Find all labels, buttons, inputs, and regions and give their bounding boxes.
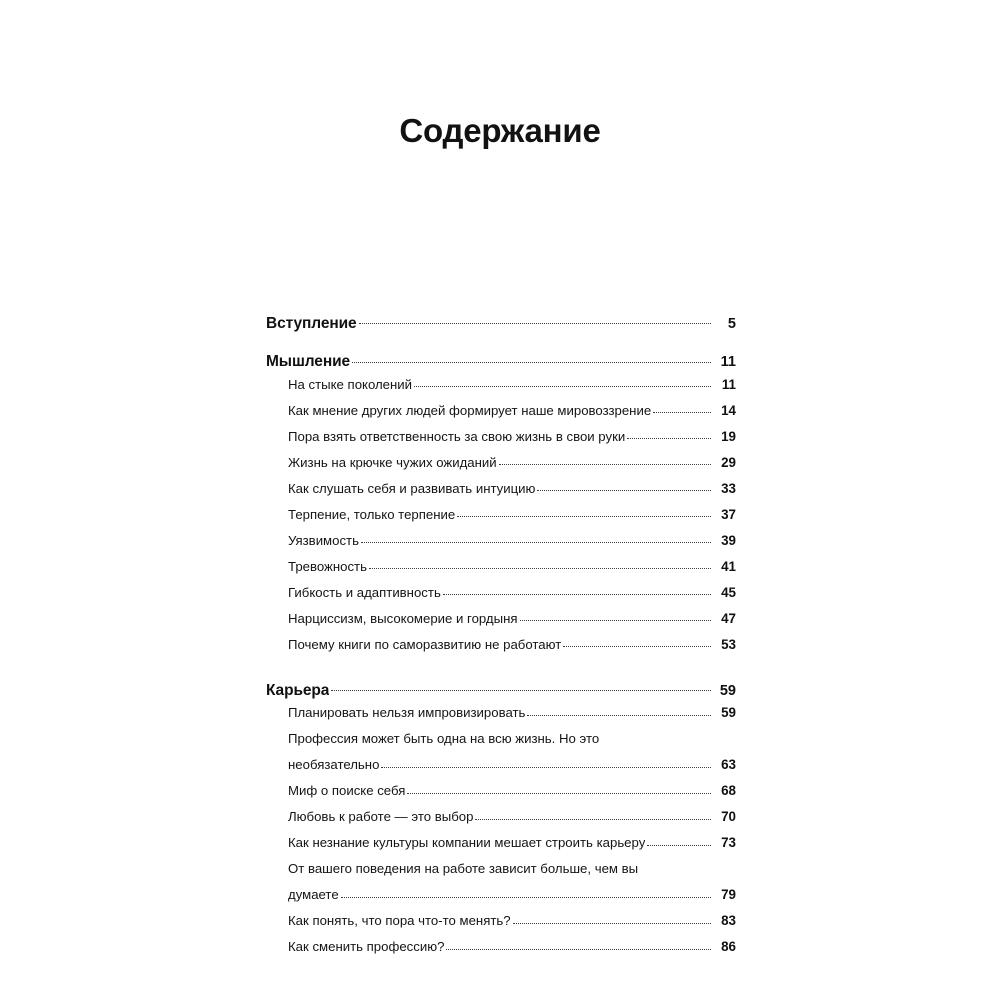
dot-leader (627, 429, 711, 442)
dot-leader (513, 914, 711, 927)
toc-entry[interactable] (288, 397, 736, 423)
dot-leader (520, 611, 711, 624)
toc-entry[interactable] (288, 908, 736, 934)
toc-entry[interactable] (288, 778, 736, 804)
toc-page-number: 83 (721, 913, 736, 928)
toc-entry[interactable] (288, 579, 736, 605)
toc-page-number: 45 (721, 584, 736, 600)
toc-entry-group-karera (288, 700, 736, 960)
dot-leader (414, 377, 711, 390)
toc-entry-label-line1: От вашего поведения на работе зависит больше, чем вы (288, 861, 639, 876)
toc-entry-label: Пора взять ответственность за свою жизнь в свои руки (288, 428, 626, 444)
toc-page-number: 53 (721, 636, 736, 652)
dot-leader (499, 455, 711, 468)
toc-entry-label: Планировать нельзя импровизировать (288, 705, 526, 720)
toc-section-myshlenie[interactable] (266, 351, 736, 372)
toc-page-number: 39 (721, 532, 736, 548)
toc-entry-group-myshlenie (288, 371, 736, 657)
toc-entry[interactable] (288, 449, 736, 475)
toc-section-karera[interactable] (266, 679, 736, 700)
toc-entry-line2 (288, 882, 736, 908)
toc-entry-label: Как понять, что пора что-то менять? (288, 913, 511, 928)
toc-entry-label: Как незнание культуры компании мешает строить карьеру (288, 835, 646, 850)
toc-entry-label: На стыке поколений (288, 376, 413, 392)
toc-page-number: 5 (727, 315, 736, 332)
dot-leader (563, 637, 711, 650)
toc-page-number: 59 (719, 682, 736, 699)
toc-section-label: Вступление (266, 314, 357, 332)
toc-entry-label-line1: Профессия может быть одна на всю жизнь. Но это (288, 731, 600, 746)
toc-entry[interactable] (288, 371, 736, 397)
toc-entry-label: Почему книги по саморазвитию не работают (288, 636, 562, 652)
toc-section-intro[interactable] (266, 312, 736, 333)
toc-page-number: 63 (721, 757, 736, 772)
toc-entry[interactable] (288, 726, 736, 778)
toc-entry[interactable] (288, 856, 736, 908)
toc-entry-label: Любовь к работе — это выбор (288, 809, 474, 824)
toc-page-number: 73 (721, 835, 736, 850)
toc-entry-label: Миф о поиске себя (288, 783, 406, 798)
toc-page-number: 59 (721, 705, 736, 720)
toc-entry[interactable] (288, 501, 736, 527)
toc-entry[interactable] (288, 527, 736, 553)
toc-entry[interactable] (288, 804, 736, 830)
toc-page-number: 37 (721, 506, 736, 522)
table-of-contents (266, 312, 736, 960)
toc-entry[interactable] (288, 553, 736, 579)
toc-entry[interactable] (288, 475, 736, 501)
toc-entry[interactable] (288, 631, 736, 657)
toc-page-number: 70 (721, 809, 736, 824)
dot-leader (341, 888, 711, 901)
toc-page-number: 41 (721, 558, 736, 574)
toc-section-label: Мышление (266, 353, 351, 370)
dot-leader (537, 481, 711, 494)
dot-leader (653, 403, 711, 416)
toc-page-number: 19 (721, 428, 736, 444)
dot-leader (647, 836, 711, 849)
toc-page-number: 14 (721, 402, 736, 418)
dot-leader (359, 312, 711, 328)
toc-entry-line2 (288, 752, 736, 778)
dot-leader (369, 559, 711, 572)
dot-leader (475, 810, 711, 823)
dot-leader (381, 758, 711, 771)
toc-entry-label: Уязвимость (288, 532, 359, 548)
toc-entry-label: Как мнение других людей формирует наше мировоззрение (288, 402, 652, 418)
toc-section-label: Карьера (266, 681, 330, 699)
toc-page-number: 11 (720, 354, 736, 370)
dot-leader (361, 533, 711, 546)
spacer (266, 657, 736, 679)
toc-entry[interactable] (288, 830, 736, 856)
toc-entry-label: Терпение, только терпение (288, 506, 456, 522)
toc-entry[interactable] (288, 934, 736, 960)
toc-entry-label-line2: необязательно (288, 757, 380, 772)
dot-leader (407, 784, 711, 797)
toc-entry[interactable] (288, 700, 736, 726)
toc-entry-label: Нарциссизм, высокомерие и гордыня (288, 610, 518, 626)
toc-entry-label: Тревожность (288, 558, 367, 574)
toc-page-number: 29 (721, 454, 736, 470)
dot-leader (443, 585, 711, 598)
toc-page-number: 11 (721, 376, 736, 392)
dot-leader (446, 940, 711, 953)
toc-entry-label: Как сменить профессию? (288, 939, 445, 954)
toc-entry-label: Гибкость и адаптивность (288, 584, 441, 600)
dot-leader (331, 679, 711, 695)
toc-entry-label-line2: думаете (288, 887, 339, 902)
page-title: Содержание (399, 112, 601, 149)
dot-leader (457, 507, 711, 520)
toc-entry-label: Жизнь на крючке чужих ожиданий (288, 454, 497, 470)
spacer (266, 333, 736, 351)
dot-leader (527, 706, 711, 719)
toc-page-number: 86 (721, 939, 736, 954)
toc-page-number: 68 (721, 783, 736, 798)
toc-page-number: 79 (721, 887, 736, 902)
dot-leader (352, 351, 711, 367)
toc-page-number: 47 (721, 610, 736, 626)
toc-page-number: 33 (721, 480, 736, 496)
toc-entry[interactable] (288, 423, 736, 449)
toc-entry[interactable] (288, 605, 736, 631)
toc-entry-label: Как слушать себя и развивать интуицию (288, 480, 536, 496)
